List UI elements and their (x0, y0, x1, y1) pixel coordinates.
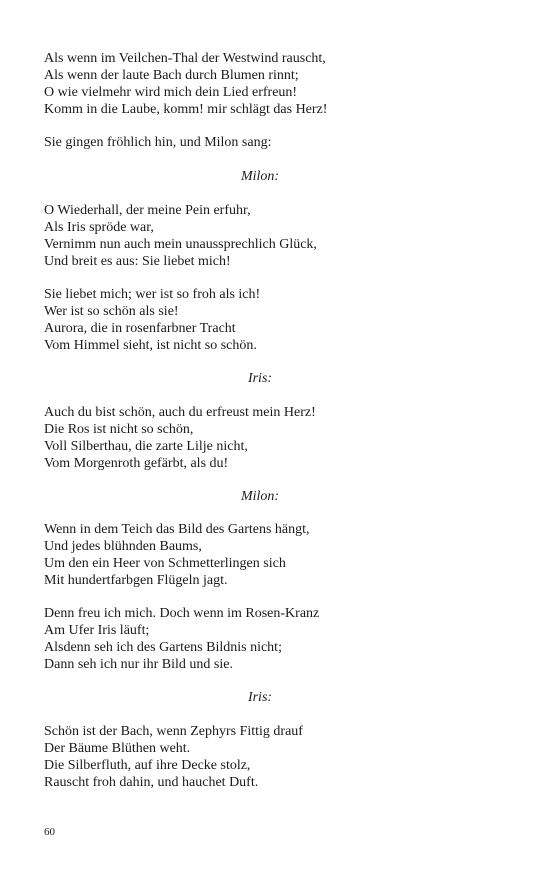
page-number: 60 (44, 826, 55, 838)
stanza (44, 521, 514, 589)
speaker-heading: Iris: (247, 371, 273, 386)
verse-line: Komm in die Laube, komm! mir schlägt das Herz! (44, 102, 328, 117)
verse-line: O wie vielmehr wird mich dein Lied erfreun! (44, 85, 298, 100)
stanza (44, 723, 514, 791)
verse-line: Schön ist der Bach, wenn Zephyrs Fittig drauf (44, 724, 303, 739)
verse-line: Rauscht froh dahin, und hauchet Duft. (44, 775, 259, 790)
verse-line: Als wenn im Veilchen-Thal der Westwind rauscht, (44, 51, 326, 66)
speaker-heading: Milon: (240, 489, 280, 504)
verse-line: Dann seh ich nur ihr Bild und sie. (44, 657, 233, 672)
speaker-heading: Iris: (247, 690, 273, 705)
verse-line: Um den ein Heer von Schmetterlingen sich (44, 556, 286, 571)
verse-line: Vernimm nun auch mein unaussprechlich Glück, (44, 237, 317, 252)
verse-line: Und breit es aus: Sie liebet mich! (44, 254, 231, 269)
stanza (44, 286, 514, 354)
verse-line: Aurora, die in rosenfarbner Tracht (44, 321, 236, 336)
verse-line: Sie liebet mich; wer ist so froh als ich! (44, 287, 261, 302)
stanza (44, 605, 514, 673)
verse-line: Alsdenn seh ich des Gartens Bildnis nicht; (44, 640, 282, 655)
verse-line: Auch du bist schön, auch du erfreust mein Herz! (44, 405, 316, 420)
verse-line: Der Bäume Blüthen weht. (44, 741, 191, 756)
verse-line: Mit hundertfarbgen Flügeln jagt. (44, 573, 228, 588)
verse-line: Vom Morgenroth gefärbt, als du! (44, 456, 229, 471)
verse-line: Als Iris spröde war, (44, 220, 154, 235)
verse-line: Voll Silberthau, die zarte Lilje nicht, (44, 439, 248, 454)
verse-line: Als wenn der laute Bach durch Blumen rinnt; (44, 68, 299, 83)
stanza (44, 50, 514, 118)
stanza (44, 202, 514, 270)
verse-line: Denn freu ich mich. Doch wenn im Rosen-Kranz (44, 606, 320, 621)
verse-line: O Wiederhall, der meine Pein erfuhr, (44, 203, 251, 218)
verse-line: Vom Himmel sieht, ist nicht so schön. (44, 338, 257, 353)
narration (44, 134, 514, 151)
speaker-heading: Milon: (240, 169, 280, 184)
verse-line: Die Ros ist nicht so schön, (44, 422, 194, 437)
verse-line: Am Ufer Iris läuft; (44, 623, 150, 638)
verse-line: Sie gingen fröhlich hin, und Milon sang: (44, 135, 272, 150)
verse-line: Die Silberfluth, auf ihre Decke stolz, (44, 758, 251, 773)
stanza (44, 404, 514, 472)
verse-line: Wenn in dem Teich das Bild des Gartens hängt, (44, 522, 310, 537)
verse-line: Wer ist so schön als sie! (44, 304, 179, 319)
verse-line: Und jedes blühnden Baums, (44, 539, 202, 554)
